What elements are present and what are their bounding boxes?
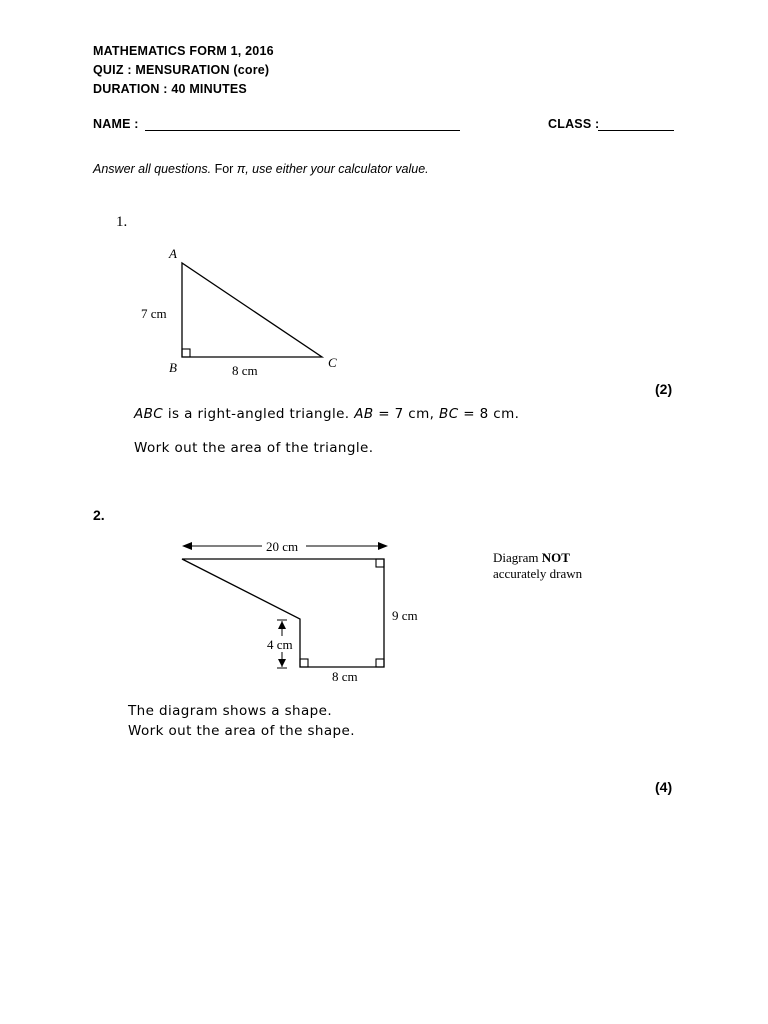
q1-task: Work out the area of the triangle. bbox=[134, 440, 374, 456]
right-angle-marker-bottom-right bbox=[376, 659, 384, 667]
dim-left-label: 4 cm bbox=[267, 637, 293, 652]
q1-number: 1. bbox=[116, 214, 128, 230]
arrowhead-up bbox=[278, 621, 286, 629]
q2-marks: (4) bbox=[655, 779, 673, 795]
dim-right-label: 9 cm bbox=[392, 608, 418, 623]
q2-shape-diagram bbox=[182, 539, 418, 684]
exam-title: MATHEMATICS FORM 1, 2016 bbox=[93, 44, 274, 58]
arrowhead-left bbox=[182, 542, 192, 550]
q2-number: 2. bbox=[93, 507, 105, 523]
q2-task: Work out the area of the shape. bbox=[128, 723, 355, 739]
instructions: Answer all questions. For π, use either your calculator value. bbox=[93, 162, 429, 176]
side-ab-label: 7 cm bbox=[141, 306, 167, 321]
triangle-abc bbox=[182, 263, 322, 357]
q1-marks: (2) bbox=[655, 381, 673, 397]
side-bc-label: 8 cm bbox=[232, 363, 258, 378]
right-angle-marker-top bbox=[376, 559, 384, 567]
arrowhead-down bbox=[278, 659, 286, 667]
q2-text-line1: The diagram shows a shape. bbox=[128, 703, 333, 719]
class-label: CLASS : bbox=[548, 117, 600, 131]
vertex-c-label: C bbox=[328, 355, 337, 370]
right-angle-marker bbox=[182, 349, 190, 357]
quiz-duration: DURATION : 40 MINUTES bbox=[93, 82, 247, 96]
dim-top-label: 20 cm bbox=[266, 539, 299, 554]
vertex-b-label: B bbox=[169, 360, 177, 375]
dim-bottom-label: 8 cm bbox=[332, 669, 358, 684]
diagram-note: Diagram NOT accurately drawn bbox=[493, 550, 583, 581]
right-angle-marker-bottom-left bbox=[300, 659, 308, 667]
vertex-a-label: A bbox=[169, 246, 177, 261]
arrowhead-right bbox=[378, 542, 388, 550]
quiz-topic: QUIZ : MENSURATION (core) bbox=[93, 63, 270, 77]
name-label: NAME : bbox=[93, 117, 139, 131]
q1-statement: ABC is a right-angled triangle. AB = 7 cm, BC = 8 cm. bbox=[134, 406, 520, 422]
